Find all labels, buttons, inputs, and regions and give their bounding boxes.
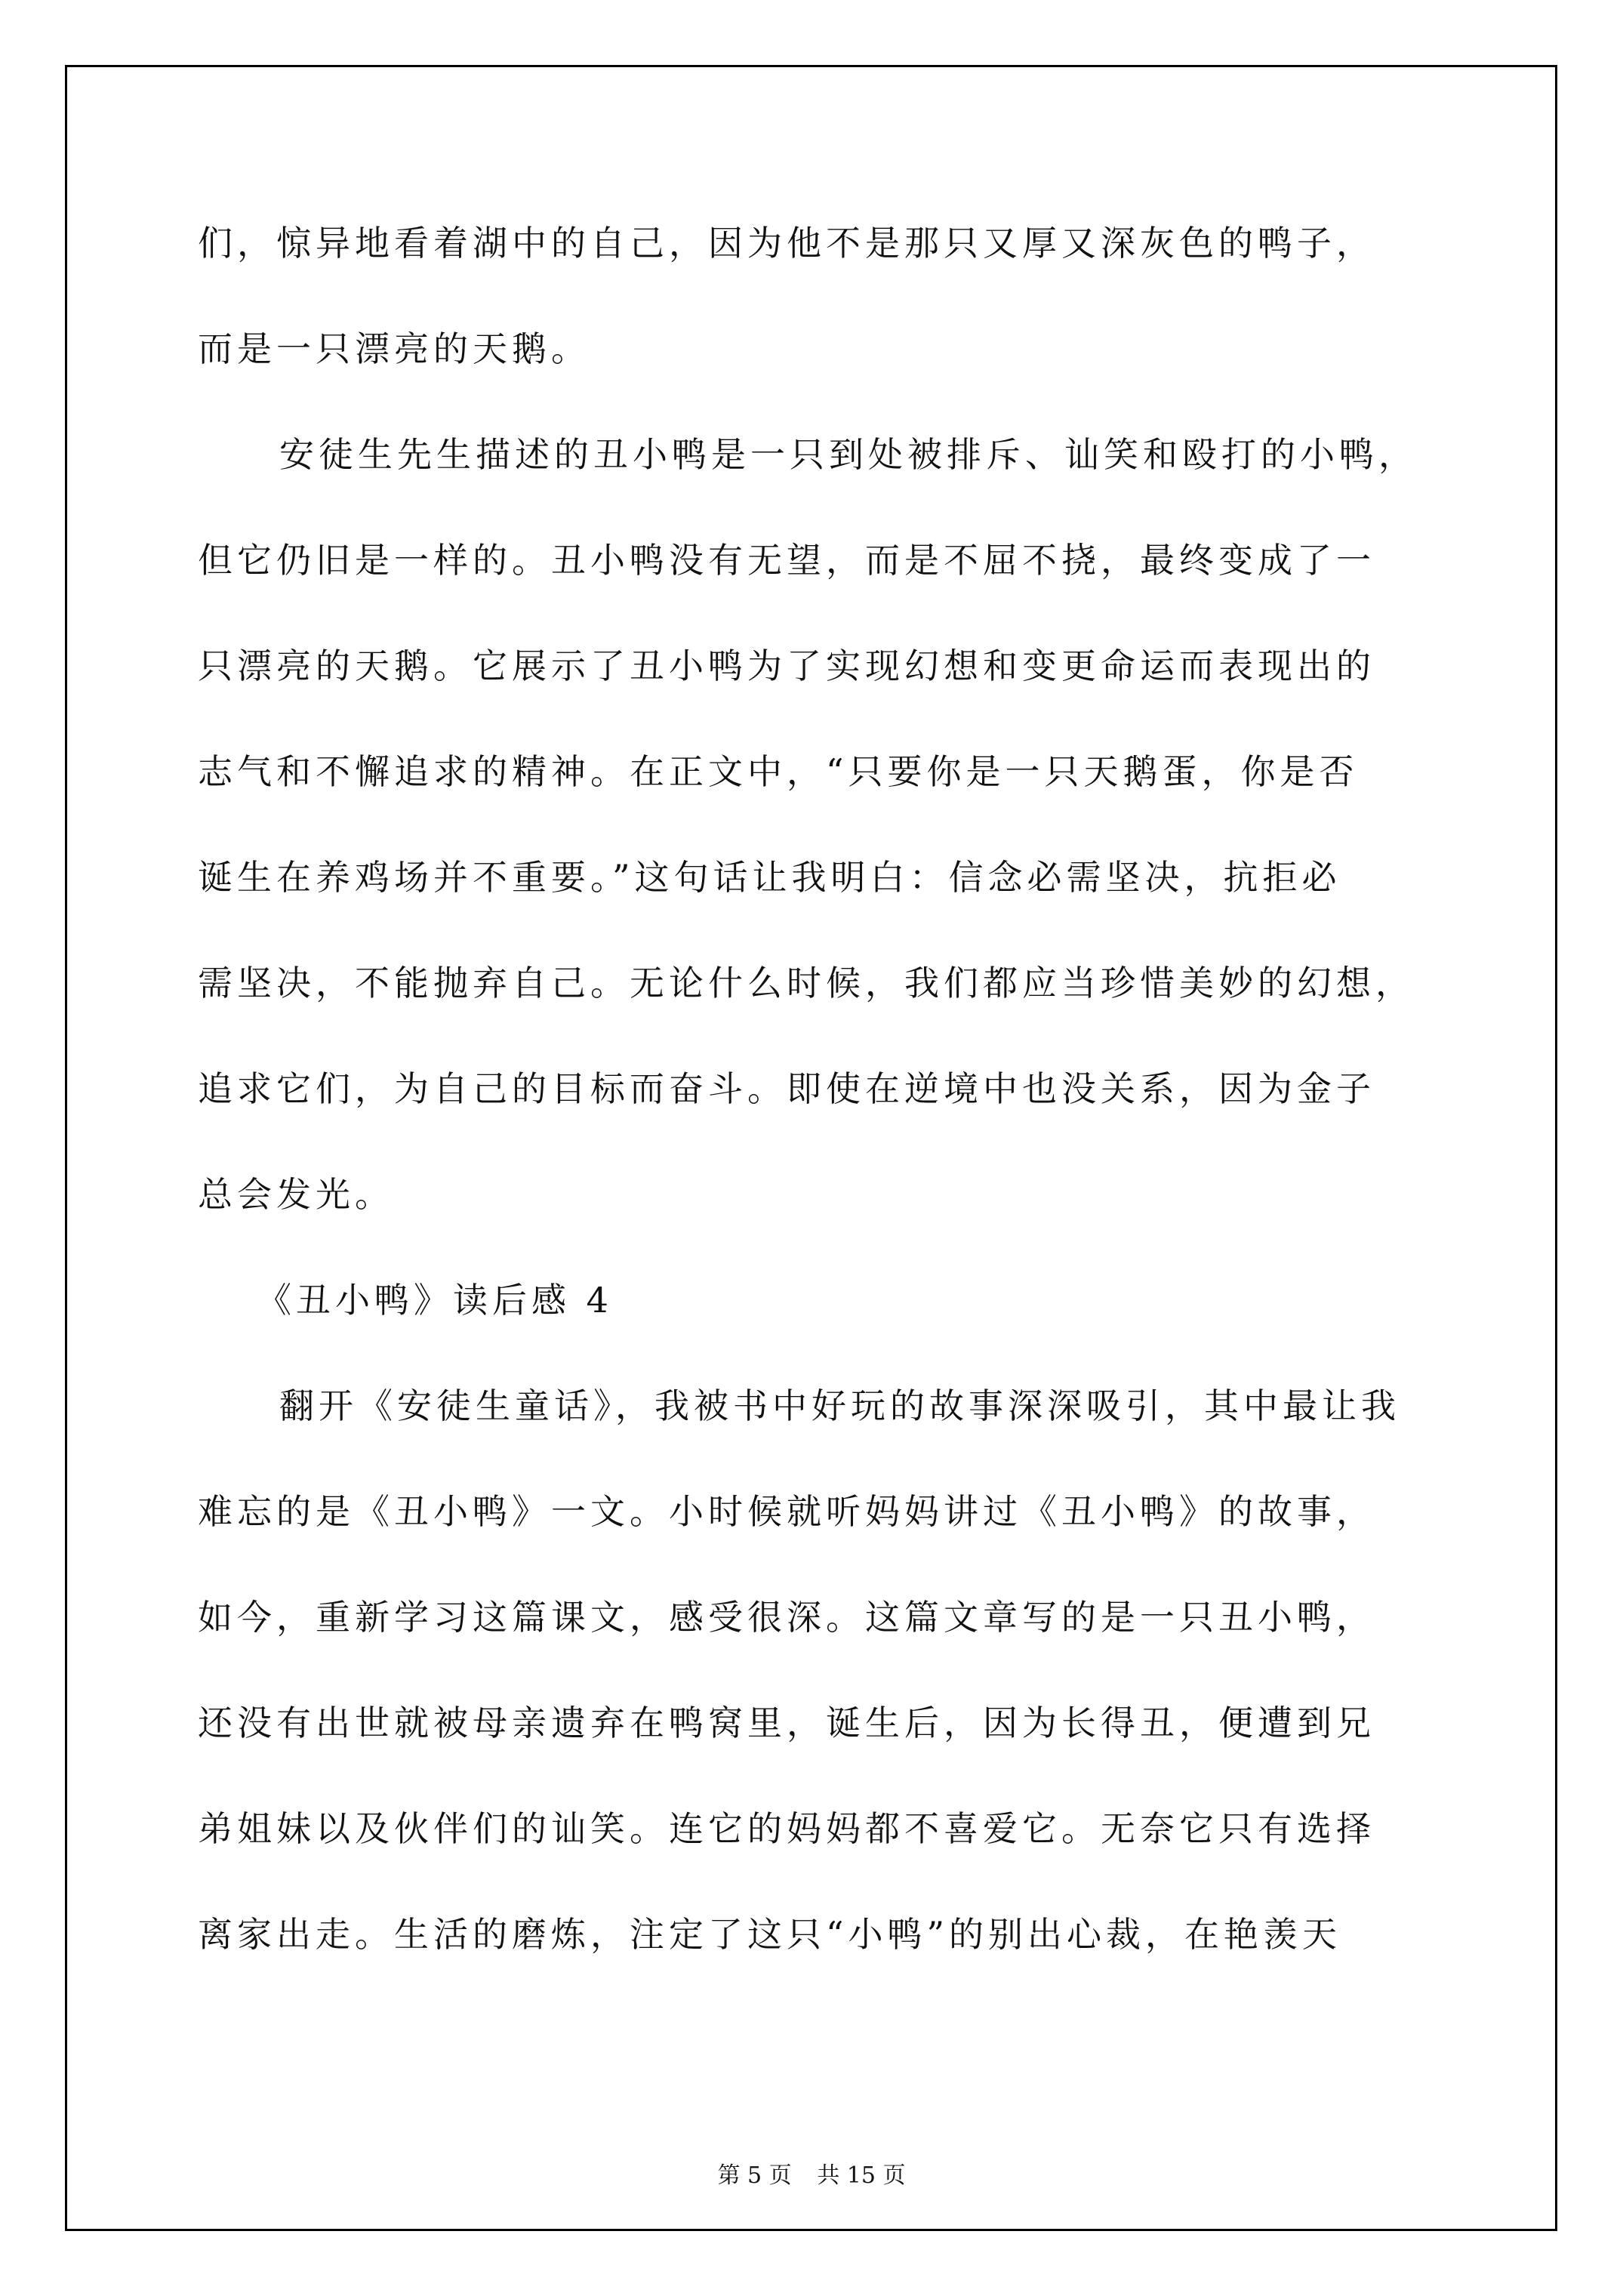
paragraph-line: 追求它们，为自己的目标而奋斗。即使在逆境中也没关系，因为金子: [198, 1068, 1375, 1109]
paragraph-line: 如今，重新学习这篇课文，感受很深。这篇文章写的是一只丑小鸭，: [198, 1597, 1375, 1638]
paragraph-line: 诞生在养鸡场并不重要。”这句话让我明白：信念必需坚决，抗拒必: [198, 857, 1341, 898]
paragraph-line: 翻开《安徒生童话》，我被书中好玩的故事深深吸引，其中最让我: [279, 1385, 1400, 1426]
paragraph-line: 需坚决，不能抛弃自己。无论什么时候，我们都应当珍惜美妙的幻想，: [198, 963, 1415, 1003]
paragraph-line: 安徒生先生描述的丑小鸭是一只到处被排斥、讪笑和殴打的小鸭，: [279, 434, 1418, 475]
page-footer: [0, 2156, 1623, 2190]
paragraph-line: 只漂亮的天鹅。它展示了丑小鸭为了实现幻想和变更命运而表现出的: [198, 646, 1375, 686]
page-number: 第 5 页: [717, 2162, 792, 2189]
paragraph-line: 总会发光。: [198, 1174, 394, 1215]
paragraph-line: 还没有出世就被母亲遗弃在鸭窝里，诞生后，因为长得丑，便遭到兄: [198, 1703, 1375, 1743]
paragraph-line: 难忘的是《丑小鸭》一文。小时候就听妈妈讲过《丑小鸭》的故事，: [198, 1491, 1375, 1532]
page-total: 共 15 页: [817, 2162, 906, 2189]
page-border: [65, 65, 1557, 2231]
paragraph-line: 离家出走。生活的磨炼，注定了这只“小鸭”的别出心裁，在艳羡天: [198, 1914, 1342, 1955]
paragraph-line: 们，惊异地看着湖中的自己，因为他不是那只又厚又深灰色的鸭子，: [198, 223, 1375, 264]
paragraph-line: 而是一只漂亮的天鹅。: [198, 328, 590, 369]
section-title: 《丑小鸭》读后感 4: [257, 1280, 613, 1321]
paragraph-line: 弟姐妹以及伙伴们的讪笑。连它的妈妈都不喜爱它。无奈它只有选择: [198, 1808, 1375, 1849]
paragraph-line: 但它仍旧是一样的。丑小鸭没有无望，而是不屈不挠，最终变成了一: [198, 540, 1375, 581]
paragraph-line: 志气和不懈追求的精神。在正文中，“只要你是一只天鹅蛋，你是否: [198, 751, 1359, 792]
